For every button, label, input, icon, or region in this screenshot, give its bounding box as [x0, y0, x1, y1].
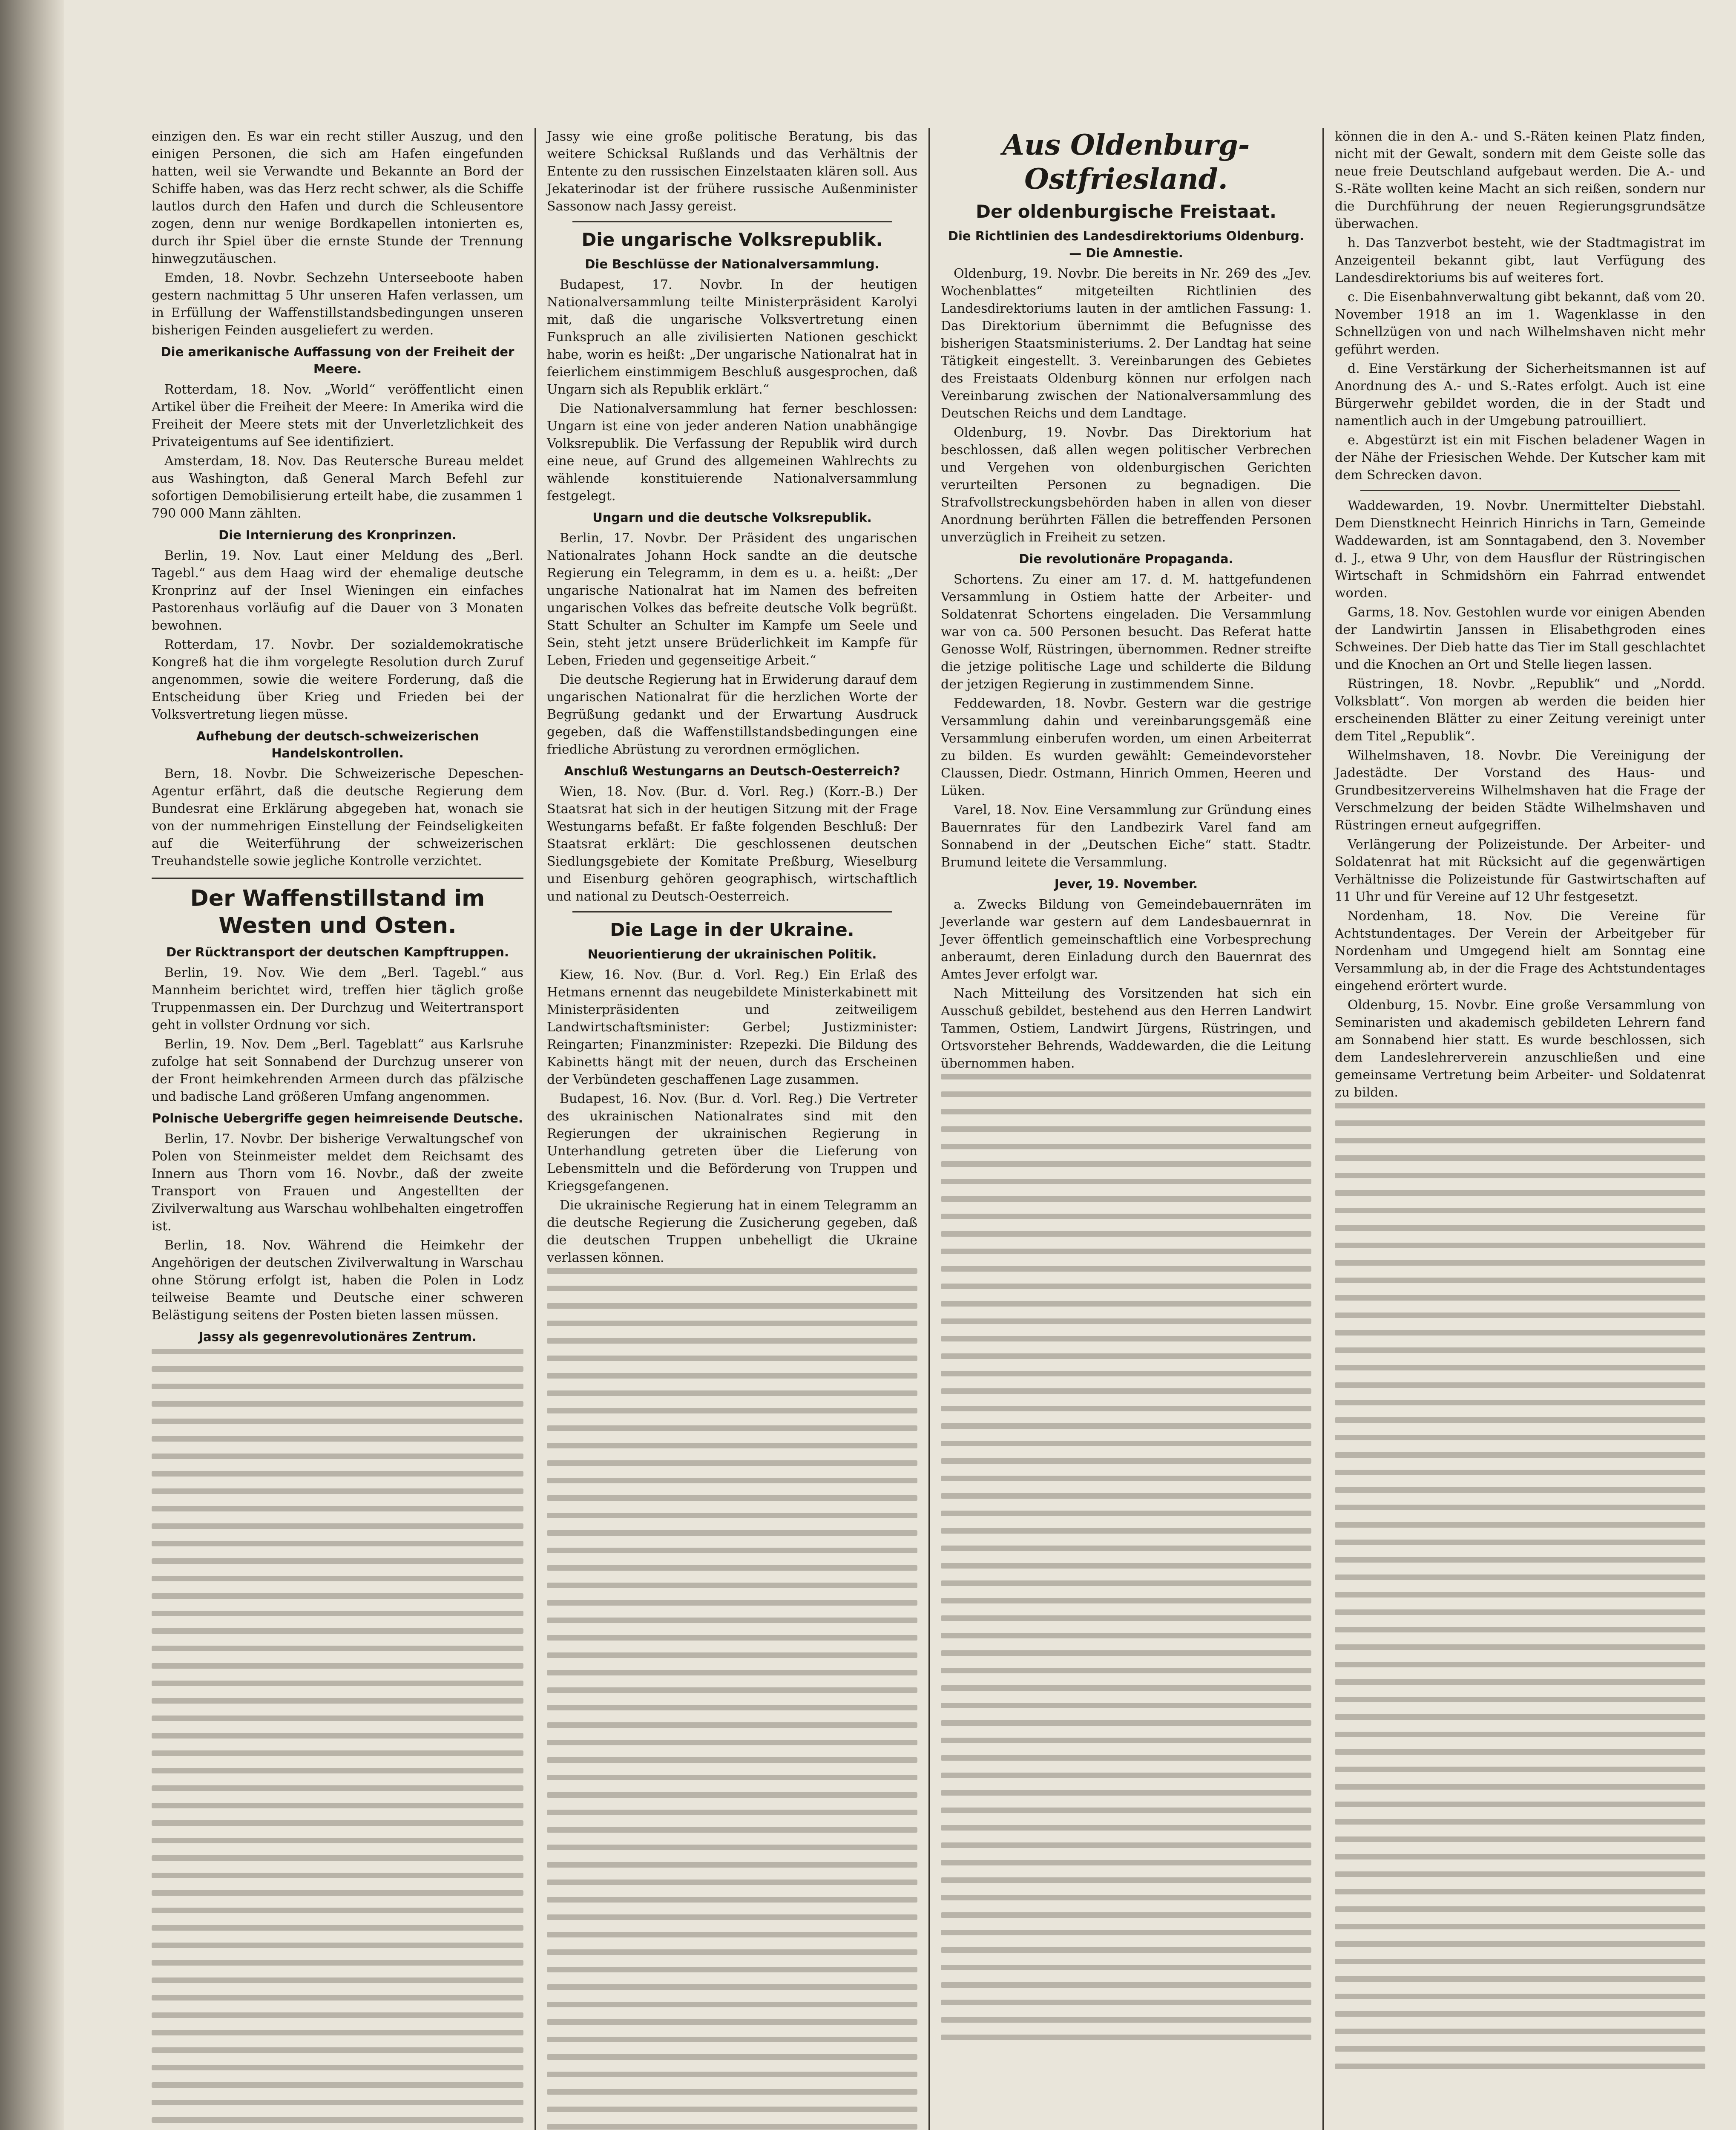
article-paragraph: Schortens. Zu einer am 17. d. M. hattgefundenen Versammlung in Ostiem hatte der Arbeiter- und Soldatenrat Schortens eingeladen. Die Versammlung war von ca. 500 Personen besucht. Das Referat hatte Genosse Wolf, Rüstringen, übernommen. Redner streifte die jetzige politische Lage und schilderte die Bildung der jetzigen Regierung in zustimmendem Sinne.	[941, 572, 1311, 692]
article-paragraph: Waddewarden, 19. Novbr. Unermittelter Diebstahl. Dem Dienstknecht Heinrich Hinrichs in Tarn, Gemeinde Waddewarden, ist am Sonntagabend, den 3. November d. J., etwa 9 Uhr, von dem Hausflur der Rüstringischen Wirtschaft in Schmidshörn ein Fahrrad entwendet worden.	[1335, 498, 1705, 601]
illegible-text-block	[1335, 1103, 1705, 2125]
section-heading: Die Beschlüsse der Nationalversammlung.	[585, 257, 879, 271]
section-heading: Die Internierung des Kronprinzen.	[218, 528, 457, 542]
article-paragraph: Berlin, 17. Novbr. Der Präsident des ungarischen Nationalrates Johann Hock sandte an die deutsche Regierung ein Telegramm, in dem es u. a. heißt: „Der ungarische Nationalrat hat im Namen des befreiten ungarischen Volkes das befreite deutsche Volk begrüßt. Statt Schulter an Schulter im Kampfe um Seele und Sein, steht jetzt unsere Brüderlichkeit im Kampfe für Leben, Frieden und gegenseitige Arbeit.“	[547, 531, 917, 668]
article-paragraph: Berlin, 19. Nov. Wie dem „Berl. Tagebl.“ aus Mannheim berichtet wird, treffen hier täglich große Truppenmassen ein. Der Durchzug und Weitertransport geht in vollster Ordnung vor sich.	[152, 965, 523, 1033]
article-paragraph: a. Zwecks Bildung von Gemeindebauernräten im Jeverlande war gestern auf dem Landesbauernrat in Jever öffentlich gemeinschaftlich eine Vorbesprechung anberaumt, deren Einladung durch den Bauernrat des Amtes Jever erfolgt war.	[941, 897, 1311, 982]
article-paragraph: d. Eine Verstärkung der Sicherheitsmannen ist auf Anordnung des A.- und S.-Rates erfolgt. Auch ist eine Bürgerwehr gebildet worden, die in der Stadt und namentlich auch in der Umgebung patrouilliert.	[1335, 361, 1705, 429]
illegible-text-block	[547, 1268, 917, 2130]
article-paragraph: Rotterdam, 18. Nov. „World“ veröffentlicht einen Artikel über die Freiheit der Meere: In Amerika wird die Freiheit der Meere stets mit der Unverletzlichkeit des Privateigentums auf See identifiziert.	[152, 382, 523, 449]
article-paragraph: Oldenburg, 19. Novbr. Das Direktorium hat beschlossen, daß allen wegen politischer Verbrechen und Vergehen von oldenburgischen Gerichten verurteilten Personen zu begnadigen. Die Strafvollstreckungsbehörden haben in allen von dieser Anordnung berührten Fällen die betreffenden Personen unverzüglich in Freiheit zu setzen.	[941, 425, 1311, 545]
illegible-text-block	[152, 1349, 523, 2130]
article-paragraph: Budapest, 17. Novbr. In der heutigen Nationalversammlung teilte Ministerpräsident Karolyi mit, daß die ungarische Volksvertretung einen Funkspruch an alle zivilisierten Nationen geschickt habe, worin es heißt: „Der ungarische Nationalrat hat in feierlichem einstimmigem Beschluß ausgesprochen, daß Ungarn sich als Republik erklärt.“	[547, 277, 917, 397]
section-heading: Der Rücktransport der deutschen Kampftruppen.	[166, 945, 509, 959]
article-paragraph: Feddewarden, 18. Novbr. Gestern war die gestrige Versammlung dahin und vereinbarungsgemäß eine Versammlung einberufen worden, um einen Arbeiterrat zu bilden. Es wurden gewählt: Gemeindevorsteher Claussen, Diedr. Ostmann, Hinrich Ommen, Heeren und Lüken.	[941, 696, 1311, 798]
column-2	[535, 128, 928, 2130]
section-heading: Polnische Uebergriffe gegen heimreisende Deutsche.	[152, 1111, 523, 1125]
article-headline: Die ungarische Volksrepublik.	[581, 229, 883, 250]
main-headline: Der Waffenstillstand im Westen und Osten.	[152, 878, 523, 939]
section-heading: Ungarn und die deutsche Volksrepublik.	[592, 510, 872, 525]
article-paragraph: Amsterdam, 18. Nov. Das Reutersche Bureau meldet aus Washington, daß General March Befehl zur sofortigen Demobilisierung erteilt habe, die zusammen 1 790 000 Mann zählten.	[152, 454, 523, 521]
article-paragraph: Die Nationalversammlung hat ferner beschlossen: Ungarn ist eine von jeder anderen Nation unabhängige Volksrepublik. Die Verfassung der Republik wird durch eine neue, auf Grund des allgemeinen Wahlrechts zu wählende konstituierende Nationalversammlung festgelegt.	[547, 401, 917, 504]
article-headline: Die Lage in der Ukraine.	[610, 919, 854, 940]
article-paragraph: Berlin, 19. Nov. Laut einer Meldung des „Berl. Tagebl.“ aus dem Haag wird der ehemalige deutsche Kronprinz auf der Insel Wieningen ein einfaches Pastorenhaus vorläufig auf die Dauer von 3 Monaten bewohnen.	[152, 548, 523, 633]
article-paragraph: Rotterdam, 17. Novbr. Der sozialdemokratische Kongreß hat die ihm vorgelegte Resolution durch Zuruf angenommen, sowie die weitere Forderung, daß die Entscheidung über Krieg und Frieden bei der Volksvertretung liegen müsse.	[152, 637, 523, 722]
section-heading: Jassy als gegenrevolutionäres Zentrum.	[198, 1330, 477, 1344]
divider	[572, 911, 892, 912]
column-4	[1322, 128, 1716, 2130]
article-paragraph: Nordenham, 18. Nov. Die Vereine für Achtstundentages. Der Verein der Arbeitgeber für Nordenham und Umgegend hielt am Sonntag eine Versammlung ab, in der die Frage des Achtstundentages eingehend erörtert wurde.	[1335, 909, 1705, 993]
illegible-text-block	[941, 1074, 1311, 2096]
article-paragraph: Emden, 18. Novbr. Sechzehn Unterseeboote haben gestern nachmittag 5 Uhr unseren Hafen verlassen, um in Erfüllung der Waffenstillstandsbedingungen unseren bisherigen Feinden ausgeliefert zu werden.	[152, 271, 523, 338]
dateline: Jever, 19. November.	[1054, 877, 1198, 891]
article-paragraph: Garms, 18. Nov. Gestohlen wurde vor einigen Abenden der Landwirtin Janssen in Elisabethgroden eines Schweines. Der Dieb hatte das Tier im Stall geschlachtet und die Knochen an Ort und Stelle liegen lassen.	[1335, 605, 1705, 672]
section-heading: Die Richtlinien des Landesdirektoriums Oldenburg. — Die Amnestie.	[948, 229, 1305, 260]
section-heading: Neuorientierung der ukrainischen Politik.	[587, 947, 877, 961]
section-heading: Aufhebung der deutsch-schweizerischen Handelskontrollen.	[196, 729, 479, 760]
column-1	[141, 128, 535, 2130]
divider	[572, 221, 892, 222]
article-paragraph: können die in den A.- und S.-Räten keinen Platz finden, nicht mit der Gewalt, sondern mit dem Geiste solle das neue freie Deutschland aufgebaut werden. Die A.- und S.-Räte wollten keine Macht an sich reißen, sondern nur die Durchführung der neuen Regierungsgrundsätze überwachen.	[1335, 129, 1705, 231]
article-paragraph: Kiew, 16. Nov. (Bur. d. Vorl. Reg.) Ein Erlaß des Hetmans ernennt das neugebildete Ministerkabinett mit Ministerpräsidenten und zeitweiligem Landwirtschaftsminister: Gerbel; Justizminister: Reingarten; Finanzminister: Rzepezki. Die Bildung des Kabinetts hängt mit der neuen, durch das Erscheinen der Verbündeten geschaffenen Lage zusammen.	[547, 967, 917, 1087]
section-heading: Anschluß Westungarns an Deutsch-Oesterreich?	[564, 764, 900, 778]
article-paragraph: Verlängerung der Polizeistunde. Der Arbeiter- und Soldatenrat hat mit Rücksicht auf die gegenwärtigen Verhältnisse die Polizeistunde für Gastwirtschaften auf 11 Uhr und für Vereine auf 12 Uhr festgesetzt.	[1335, 837, 1705, 904]
article-paragraph: Nach Mitteilung des Vorsitzenden hat sich ein Ausschuß gebildet, bestehend aus den Herren Landwirt Tammen, Ostiem, Landwirt Jürgens, Rüstringen, und Ortsvorsteher Behrends, Waddewarden, die die Leitung übernommen haben.	[941, 986, 1311, 1071]
article-paragraph: Rüstringen, 18. Novbr. „Republik“ und „Nordd. Volksblatt“. Von morgen ab werden die beiden hier erscheinenden Blätter zu einer Zeitung vereinigt unter dem Titel „Republik“.	[1335, 676, 1705, 744]
article-paragraph: Die deutsche Regierung hat in Erwiderung darauf dem ungarischen Nationalrat für die herzlichen Worte der Begrüßung gedankt und der Erwartung Ausdruck gegeben, daß die Waffenstillstandsbedingungen eine friedliche Abrüstung zu verordnen ermöglichen.	[547, 672, 917, 757]
article-paragraph: Jassy wie eine große politische Beratung, bis das weitere Schicksal Rußlands und das Verhältnis der Entente zu den russischen Einzelstaaten klären soll. Aus Jekaterinodar ist der frühere russische Außenminister Sassonow nach Jassy gereist.	[547, 129, 917, 214]
article-paragraph: Wien, 18. Nov. (Bur. d. Vorl. Reg.) (Korr.-B.) Der Staatsrat hat sich in der heutigen Sitzung mit der Frage Westungarns befaßt. Er faßte folgenden Beschluß: Der Staatsrat erklärt: Die geschlossenen deutschen Siedlungsgebiete der Komitate Preßburg, Wieselburg und Eisenburg gehören geographisch, wirtschaftlich und national zu Deutsch-Oesterreich.	[547, 784, 917, 904]
article-paragraph: c. Die Eisenbahnverwaltung gibt bekannt, daß vom 20. November 1918 an im 1. Wagenklasse in den Schnellzügen von und nach Wilhelmshaven nicht mehr geführt werden.	[1335, 290, 1705, 357]
article-paragraph: Wilhelmshaven, 18. Novbr. Die Vereinigung der Jadestädte. Der Vorstand des Haus- und Grundbesitzervereins Wilhelmshaven hat die Frage der Verschmelzung der beiden Städte Wilhelmshaven und Rüstringen erneut aufgegriffen.	[1335, 748, 1705, 833]
article-paragraph: Berlin, 18. Nov. Während die Heimkehr der Angehörigen der deutschen Zivilverwaltung in Warschau ohne Störung erfolgt ist, haben die Polen in Lodz teilweise Beamte und Deutsche einer schweren Belästigung seitens der Posten bieten lassen müssen.	[152, 1238, 523, 1323]
article-paragraph: Bern, 18. Novbr. Die Schweizerische Depeschen-Agentur erfährt, daß die deutsche Regierung dem Bundesrat eine Erklärung abgegeben hat, wonach sie von der nummehrigen Einstellung der Feindseligkeiten auf die Weiterführung der schweizerischen Treuhandstelle sowie jegliche Kontrolle verzichtet.	[152, 766, 523, 869]
article-paragraph: einzigen den. Es war ein recht stiller Auszug, und den einigen Personen, die sich am Hafen eingefunden hatten, weil sie Verwandte und Bekannte an Bord der Schiffe haben, was das Herz recht schwer, als die Schiffe lautlos durch den Hafen und durch die Schleusentore zogen, denn nur wenige Bordkapellen intonierten es, durch ihr Spiel über die ernste Stunde der Trennung hinwegzutäuschen.	[152, 129, 523, 266]
book-spine-shadow	[0, 0, 64, 2130]
article-paragraph: Die ukrainische Regierung hat in einem Telegramm an die deutsche Regierung die Zusicherung gegeben, daß die deutschen Truppen unbehelligt die Ukraine verlassen können.	[547, 1198, 917, 1265]
article-paragraph: e. Abgestürzt ist ein mit Fischen beladener Wagen in der Nähe der Friesischen Wehde. Der Kutscher kam mit dem Schrecken davon.	[1335, 433, 1705, 483]
article-paragraph: Berlin, 19. Nov. Dem „Berl. Tageblatt“ aus Karlsruhe zufolge hat seit Sonnabend der Durchzug unserer von der Front heimkehrenden Armeen durch das pfälzische und badische Land größeren Umfang angenommen.	[152, 1037, 523, 1104]
divider	[1360, 490, 1680, 491]
column-3	[928, 128, 1322, 2130]
article-paragraph: Oldenburg, 19. Novbr. Die bereits in Nr. 269 des „Jev. Wochenblattes“ mitgeteilten Richtlinien des Landesdirektoriums lauten in der amtlichen Fassung: 1. Das Direktorium übernimmt die Befugnisse des bisherigen Staatsministeriums. 2. Der Landtag hat seine Tätigkeit eingestellt. 3. Vereinbarungen des Gebietes des Freistaats Oldenburg können nur erfolgen nach Vereinbarung zwischen der Nationalversammlung des Deutschen Reichs und dem Landtage.	[941, 266, 1311, 421]
regional-section-masthead: Aus Oldenburg-Ostfriesland.	[1002, 128, 1250, 196]
article-paragraph: Berlin, 17. Novbr. Der bisherige Verwaltungschef von Polen von Steinmeister meldet dem Reichsamt des Innern aus Thorn vom 16. Novbr., daß der zweite Transport von Frauen und Angestellten der Zivilverwaltung aus Warschau wohlbehalten eingetroffen ist.	[152, 1131, 523, 1234]
article-paragraph: Oldenburg, 15. Novbr. Eine große Versammlung von Seminaristen und akademisch gebildeten Lehrern fand am Sonnabend hier statt. Es wurde beschlossen, sich dem Landeslehrerverein anzuschließen und eine gemeinsame Vertretung beim Arbeiter- und Soldatenrat zu bilden.	[1335, 998, 1705, 1100]
newspaper-page	[141, 128, 1716, 2130]
article-paragraph: h. Das Tanzverbot besteht, wie der Stadtmagistrat im Anzeigenteil bekannt gibt, laut Verfügung des Landesdirektoriums bis auf weiteres fort.	[1335, 236, 1705, 285]
article-paragraph: Varel, 18. Nov. Eine Versammlung zur Gründung eines Bauernrates für den Landbezirk Varel fand am Sonnabend in der „Deutschen Eiche“ statt. Stadtr. Brumund leitete die Versammlung.	[941, 803, 1311, 870]
section-heading: Die revolutionäre Propaganda.	[1019, 552, 1233, 566]
section-heading: Die amerikanische Auffassung von der Freiheit der Meere.	[161, 345, 514, 376]
article-headline: Der oldenburgische Freistaat.	[976, 201, 1276, 222]
article-paragraph: Budapest, 16. Nov. (Bur. d. Vorl. Reg.) Die Vertreter des ukrainischen Nationalrates sind mit den Regierungen der ukrainischen Regierung in Unterhandlung getreten über die Lieferung von Lebensmitteln und die Beförderung von Truppen und Kriegsgefangenen.	[547, 1091, 917, 1194]
